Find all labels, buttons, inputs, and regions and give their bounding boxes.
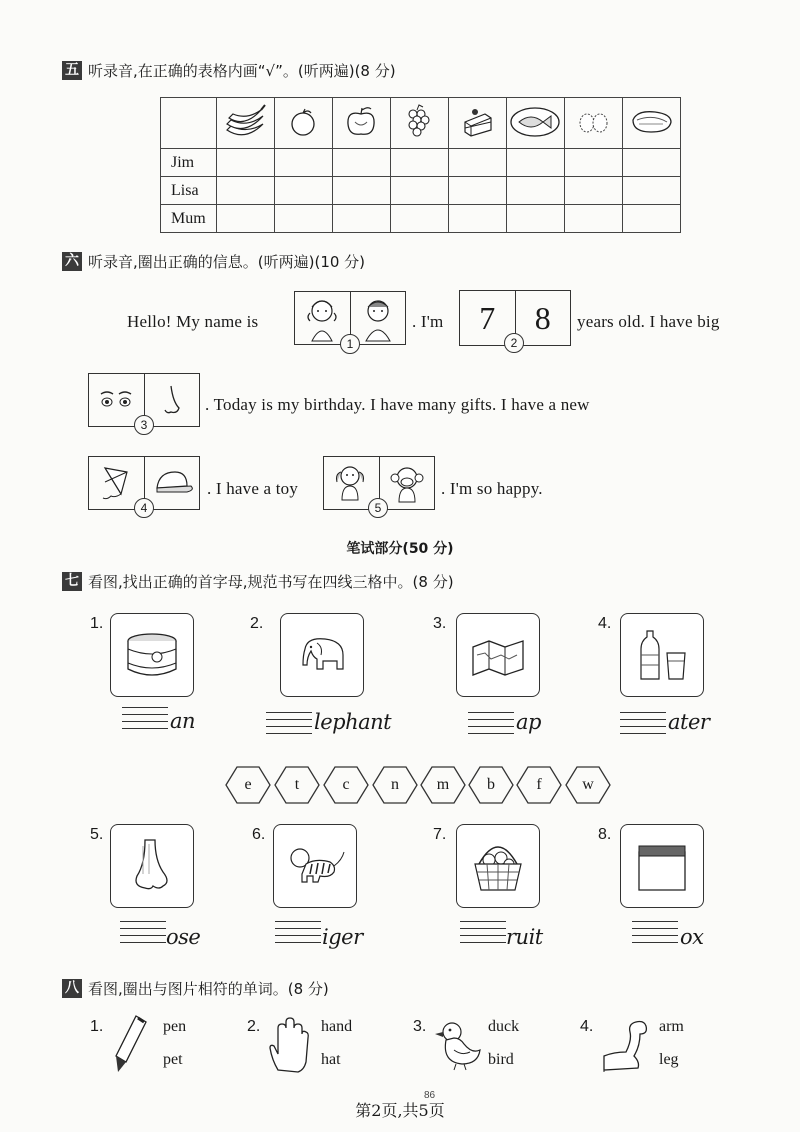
- arm-icon: [600, 1016, 654, 1078]
- section-title: 听录音,圈出正确的信息。(听两遍)(10 分): [88, 253, 366, 271]
- word-option[interactable]: leg: [659, 1051, 679, 1068]
- section-7-heading: [62, 571, 454, 592]
- answer-cell[interactable]: [333, 177, 391, 205]
- letter-hexagon[interactable]: [372, 766, 418, 804]
- writing-lines[interactable]: [468, 712, 514, 734]
- word-suffix: ruit: [506, 925, 543, 949]
- writing-lines[interactable]: [620, 712, 666, 734]
- letter: m: [436, 776, 450, 793]
- age-option[interactable]: 8: [515, 291, 571, 345]
- fruit-basket-icon: [456, 824, 540, 908]
- page-mark: 86: [424, 1090, 436, 1101]
- page-footer: [0, 1098, 800, 1121]
- nose-icon: [110, 824, 194, 908]
- answer-cell[interactable]: [623, 177, 681, 205]
- question-number: 2.: [247, 1018, 261, 1035]
- story-text: Hello! My name is: [127, 312, 259, 331]
- answer-cell[interactable]: [333, 205, 391, 233]
- marker-circle: 4: [134, 498, 154, 518]
- answer-cell[interactable]: [449, 177, 507, 205]
- letter: w: [582, 776, 594, 793]
- letter: f: [536, 776, 542, 793]
- grapes-icon: [391, 98, 449, 149]
- letter-hexagon[interactable]: [516, 766, 562, 804]
- section-title: 看图,找出正确的首字母,规范书写在四线三格中。(8 分): [88, 573, 454, 591]
- meat-icon: [623, 98, 681, 149]
- answer-cell[interactable]: [623, 205, 681, 233]
- word-suffix: ater: [668, 710, 710, 734]
- hand-icon: [266, 1014, 312, 1078]
- section-title: 看图,圈出与图片相符的单词。(8 分): [88, 980, 329, 998]
- answer-cell[interactable]: [623, 149, 681, 177]
- answer-cell[interactable]: [565, 149, 623, 177]
- question-number: 3.: [433, 615, 447, 632]
- girl-icon[interactable]: [295, 292, 350, 344]
- marker-circle: 1: [340, 334, 360, 354]
- answer-cell[interactable]: [565, 177, 623, 205]
- letter-hexagon[interactable]: [420, 766, 466, 804]
- story-text: . Today is my birthday. I have many gifts. I have a new: [205, 395, 590, 414]
- cake-icon: [449, 98, 507, 149]
- word-option[interactable]: pet: [163, 1051, 183, 1068]
- word-option[interactable]: arm: [659, 1018, 684, 1035]
- marker-circle: 2: [504, 333, 524, 353]
- fish-icon: [507, 98, 565, 149]
- section-5-heading: [62, 60, 396, 81]
- word-suffix: an: [170, 709, 196, 733]
- writing-lines[interactable]: [266, 712, 312, 734]
- answer-cell[interactable]: [391, 205, 449, 233]
- writing-lines[interactable]: [460, 921, 506, 943]
- answer-cell[interactable]: [565, 205, 623, 233]
- writing-lines[interactable]: [120, 921, 166, 943]
- marker-circle: 5: [368, 498, 388, 518]
- answer-cell[interactable]: [449, 149, 507, 177]
- written-part-title: 笔试部分(50 分): [346, 541, 454, 557]
- story-text: . I'm so happy.: [441, 479, 543, 498]
- word-suffix: lephant: [314, 710, 392, 734]
- question-number: 1.: [90, 615, 104, 632]
- question-number: 6.: [252, 826, 266, 843]
- pen-icon: [110, 1012, 152, 1080]
- tiger-icon: [273, 824, 357, 908]
- answer-cell[interactable]: [507, 177, 565, 205]
- boy-icon[interactable]: [350, 292, 406, 344]
- question-number: 8.: [598, 826, 612, 843]
- can-icon: [110, 613, 194, 697]
- letter-hexagon[interactable]: [225, 766, 271, 804]
- answer-cell[interactable]: [217, 149, 275, 177]
- section-number: 六: [62, 252, 82, 271]
- word-option[interactable]: hat: [321, 1051, 341, 1068]
- letter-hexagon[interactable]: [565, 766, 611, 804]
- age-option[interactable]: 7: [479, 299, 496, 336]
- section-title: 听录音,在正确的表格内画“√”。(听两遍)(8 分): [88, 62, 396, 80]
- answer-cell[interactable]: [275, 149, 333, 177]
- writing-lines[interactable]: [632, 921, 678, 943]
- question-number: 7.: [433, 826, 447, 843]
- question-number: 4.: [580, 1018, 594, 1035]
- question-number: 5.: [90, 826, 104, 843]
- elephant-icon: [280, 613, 364, 697]
- bird-icon: [432, 1016, 484, 1078]
- story-text: . I'm: [412, 312, 444, 331]
- question-number: 3.: [413, 1018, 427, 1035]
- section-number: 五: [62, 61, 82, 80]
- letter-hexagon[interactable]: [468, 766, 514, 804]
- word-suffix: ose: [166, 925, 201, 949]
- answer-cell[interactable]: [217, 177, 275, 205]
- section-number: 七: [62, 572, 82, 591]
- word-option[interactable]: duck: [488, 1018, 520, 1035]
- word-suffix: ap: [516, 710, 541, 734]
- marker-circle: 3: [134, 415, 154, 435]
- writing-lines[interactable]: [275, 921, 321, 943]
- answer-cell[interactable]: [391, 149, 449, 177]
- page-number-text: 第2页,共5页: [355, 1101, 445, 1120]
- letter: b: [487, 776, 495, 793]
- question-number: 2.: [250, 615, 264, 632]
- letter-hexagon[interactable]: [323, 766, 369, 804]
- water-icon: [620, 613, 704, 697]
- letter: t: [294, 776, 300, 793]
- word-option[interactable]: pen: [163, 1018, 187, 1035]
- row-label: Mum: [161, 205, 217, 233]
- letter: e: [244, 776, 252, 793]
- story-text: years old. I have big: [577, 312, 720, 331]
- answer-cell[interactable]: [507, 149, 565, 177]
- row-label: Jim: [161, 149, 217, 177]
- word-option[interactable]: bird: [488, 1051, 514, 1068]
- table-corner: [161, 98, 217, 149]
- answer-cell[interactable]: [507, 205, 565, 233]
- answer-cell[interactable]: [449, 205, 507, 233]
- orange-icon: [275, 98, 333, 149]
- box-icon: [620, 824, 704, 908]
- letter-hexagon[interactable]: [274, 766, 320, 804]
- map-icon: [456, 613, 540, 697]
- answer-cell[interactable]: [275, 177, 333, 205]
- answer-cell[interactable]: [275, 205, 333, 233]
- section-8-heading: [62, 978, 329, 999]
- section-number: 八: [62, 979, 82, 998]
- story-text: . I have a toy: [207, 479, 299, 498]
- listening-table: [160, 97, 681, 233]
- section-6-heading: [62, 251, 365, 272]
- word-suffix: iger: [322, 925, 363, 949]
- apple-icon: [333, 98, 391, 149]
- question-number: 4.: [598, 615, 612, 632]
- letter: n: [391, 776, 399, 793]
- word-suffix: ox: [680, 925, 704, 949]
- bananas-icon: [217, 98, 275, 149]
- answer-cell[interactable]: [333, 149, 391, 177]
- answer-cell[interactable]: [391, 177, 449, 205]
- question-number: 1.: [90, 1018, 104, 1035]
- writing-lines[interactable]: [122, 707, 168, 729]
- monkey-icon[interactable]: [379, 457, 435, 509]
- letter: c: [342, 776, 350, 793]
- eggs-icon: [565, 98, 623, 149]
- row-label: Lisa: [161, 177, 217, 205]
- word-option[interactable]: hand: [321, 1018, 353, 1035]
- answer-cell[interactable]: [217, 205, 275, 233]
